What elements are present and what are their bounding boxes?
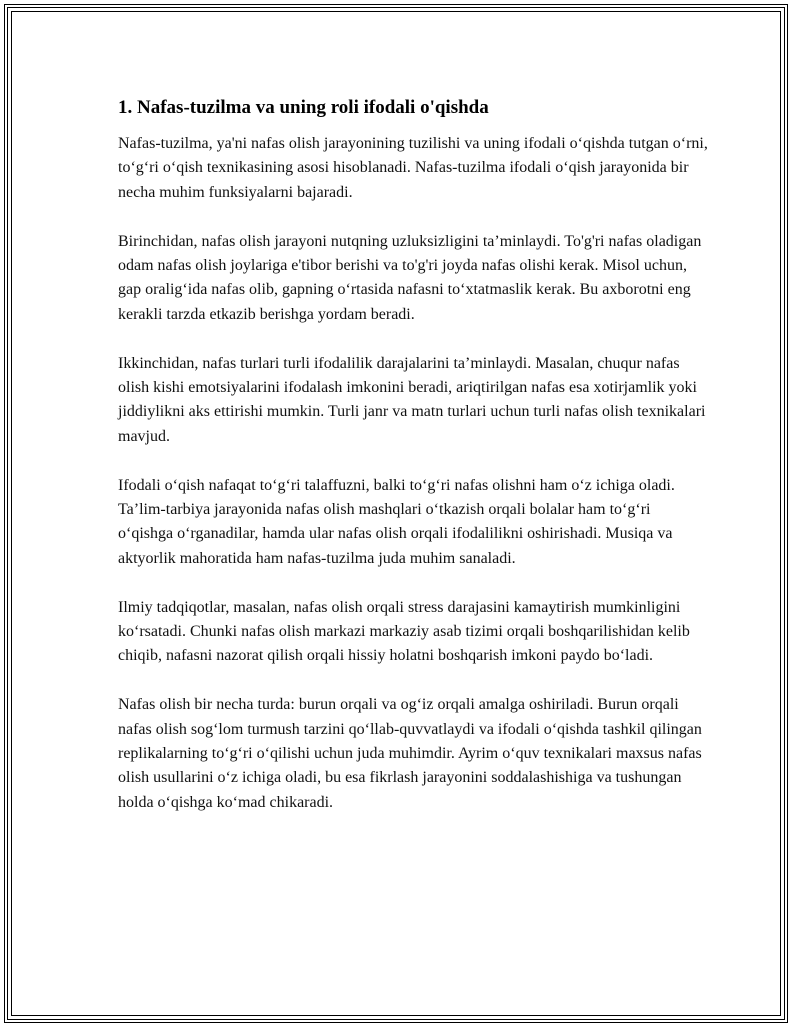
paragraph-6: Nafas olish bir necha turda: burun orqali va og‘iz orqali amalga oshiriladi. Burun orqali nafas olish sog‘lom turmush tarzini qo‘llab-quvvatlaydi va ifodali o‘qishda tashkil qilingan replikalarning to‘g‘ri o‘qilishi uchun juda muhimdir. Ayrim o‘quv texnikalari maxsus nafas olish usullarini o‘z ichiga oladi, bu esa fikrlash jarayonini soddalashishiga va tushungan holda o‘qishga ko‘mad chikaradi. <box>118 696 702 811</box>
paragraph-4: Ifodali o‘qish nafaqat to‘g‘ri talaffuzni, balki to‘g‘ri nafas olishni ham o‘z ichiga oladi. Ta’lim-tarbiya jarayonida nafas olish mashqlari o‘tkazish orqali bolalar ham to‘g‘ri o‘qishga o‘rganadilar, hamda ular nafas olish orqali ifodalilikni oshirishadi. Musiqa va aktyorlik mahoratida ham nafas-tuzilma juda muhim sanaladi. <box>118 476 675 567</box>
paragraph-1: Nafas-tuzilma, ya'ni nafas olish jarayonining tuzilishi va uning ifodali o‘qishda tutgan o‘rni, to‘g‘ri o‘qish texnikasining asosi hisoblanadi. Nafas-tuzilma ifodali o‘qish jarayonida bir necha muhim funksiyalarni bajaradi. <box>118 135 708 201</box>
paragraph-2: Birinchidan, nafas olish jarayoni nutqning uzluksizligini ta’minlaydi. To'g'ri nafas oladigan odam nafas olish joylariga e'tibor berishi va to'g'ri joyda nafas olishi kerak. Misol uchun, gap oralig‘ida nafas olib, gapning o‘rtasida nafasni to‘xtatmaslik kerak. Bu axborotni eng kerakli tarzda etkazib berishga yordam beradi. <box>118 232 702 323</box>
section-heading: 1. Nafas-tuzilma va uning roli ifodali o'qishda <box>118 97 489 118</box>
paragraph-3: Ikkinchidan, nafas turlari turli ifodalilik darajalarini ta’minlaydi. Masalan, chuqur nafas olish kishi emotsiyalarini ifodalash imkonini beradi, ariqtirilgan nafas esa xotirjamlik yoki jiddiylikni aks ettirishi mumkin. Turli janr va matn turlari uchun turli nafas olish texnikalari mavjud. <box>118 354 706 445</box>
paragraph-5: Ilmiy tadqiqotlar, masalan, nafas olish orqali stress darajasini kamaytirish mumkinligini ko‘rsatadi. Chunki nafas olish markazi markaziy asab tizimi orqali boshqarilishidan kelib chiqib, nafasni nazorat qilish orqali hissiy holatni boshqarish imkoni paydo bo‘ladi. <box>118 598 690 665</box>
document-body <box>118 96 708 840</box>
